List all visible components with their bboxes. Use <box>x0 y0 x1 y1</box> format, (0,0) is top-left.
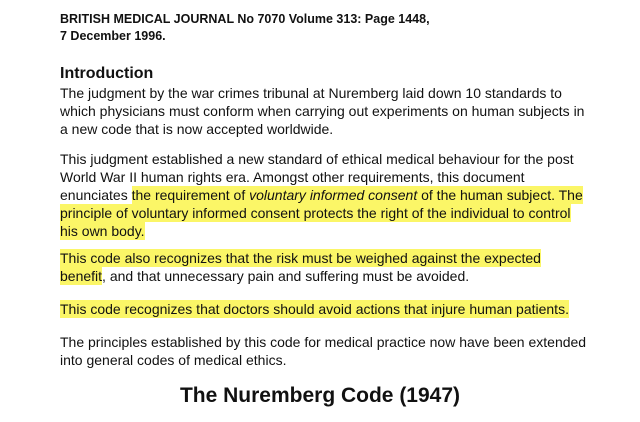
section-heading: Introduction <box>60 65 154 82</box>
paragraph-line <box>60 300 620 318</box>
paragraph-line <box>60 267 620 285</box>
citation-line-1: BRITISH MEDICAL JOURNAL No 7070 Volume 313: Page 1448, <box>60 12 430 26</box>
highlighted-text <box>132 186 583 204</box>
paragraph-ethical-standard <box>60 150 620 240</box>
paragraph-avoid-injury <box>60 300 620 318</box>
paragraph-line: The judgment by the war crimes tribunal at Nuremberg laid down 10 standards to <box>60 85 562 101</box>
paragraph-line: This judgment established a new standard of ethical medical behaviour for the post <box>60 151 574 167</box>
paragraph-line <box>60 186 620 204</box>
highlighted-span: of the human subject. The <box>417 187 583 203</box>
paragraph-line: a new code that is now accepted worldwide. <box>60 121 334 137</box>
citation-line-2: 7 December 1996. <box>60 29 166 43</box>
paragraph-risk-benefit <box>60 249 620 285</box>
highlighted-span: the requirement of <box>131 187 250 203</box>
paragraph-line <box>60 249 620 267</box>
journal-citation <box>60 11 620 45</box>
plain-text: enunciates <box>60 187 132 203</box>
paragraph-line: which physicians must conform when carrying out experiments on human subjects in <box>60 103 585 119</box>
paragraph-tribunal <box>60 84 620 138</box>
highlighted-text: This code recognizes that doctors should avoid actions that injure human patients. <box>60 301 569 317</box>
plain-text: , and that unnecessary pain and suffering must be avoided. <box>102 268 470 284</box>
paragraph-line: The principles established by this code for medical practice now have been extended <box>60 334 587 350</box>
paragraph-line <box>60 222 620 240</box>
paragraph-line <box>60 204 620 222</box>
highlighted-text: his own body. <box>60 223 145 239</box>
paragraph-line: World War II human rights era. Amongst other requirements, this document <box>60 169 525 185</box>
highlighted-text: benefit <box>60 268 103 284</box>
code-title: The Nuremberg Code (1947) <box>179 384 461 407</box>
paragraph-principles <box>60 333 620 369</box>
paragraph-line: into general codes of medical ethics. <box>60 352 287 368</box>
emphasized-term: voluntary informed consent <box>249 187 418 203</box>
highlighted-text: principle of voluntary informed consent protects the right of the individual to control <box>60 205 571 221</box>
highlighted-text: This code also recognizes that the risk must be weighed against the expected <box>60 250 541 266</box>
